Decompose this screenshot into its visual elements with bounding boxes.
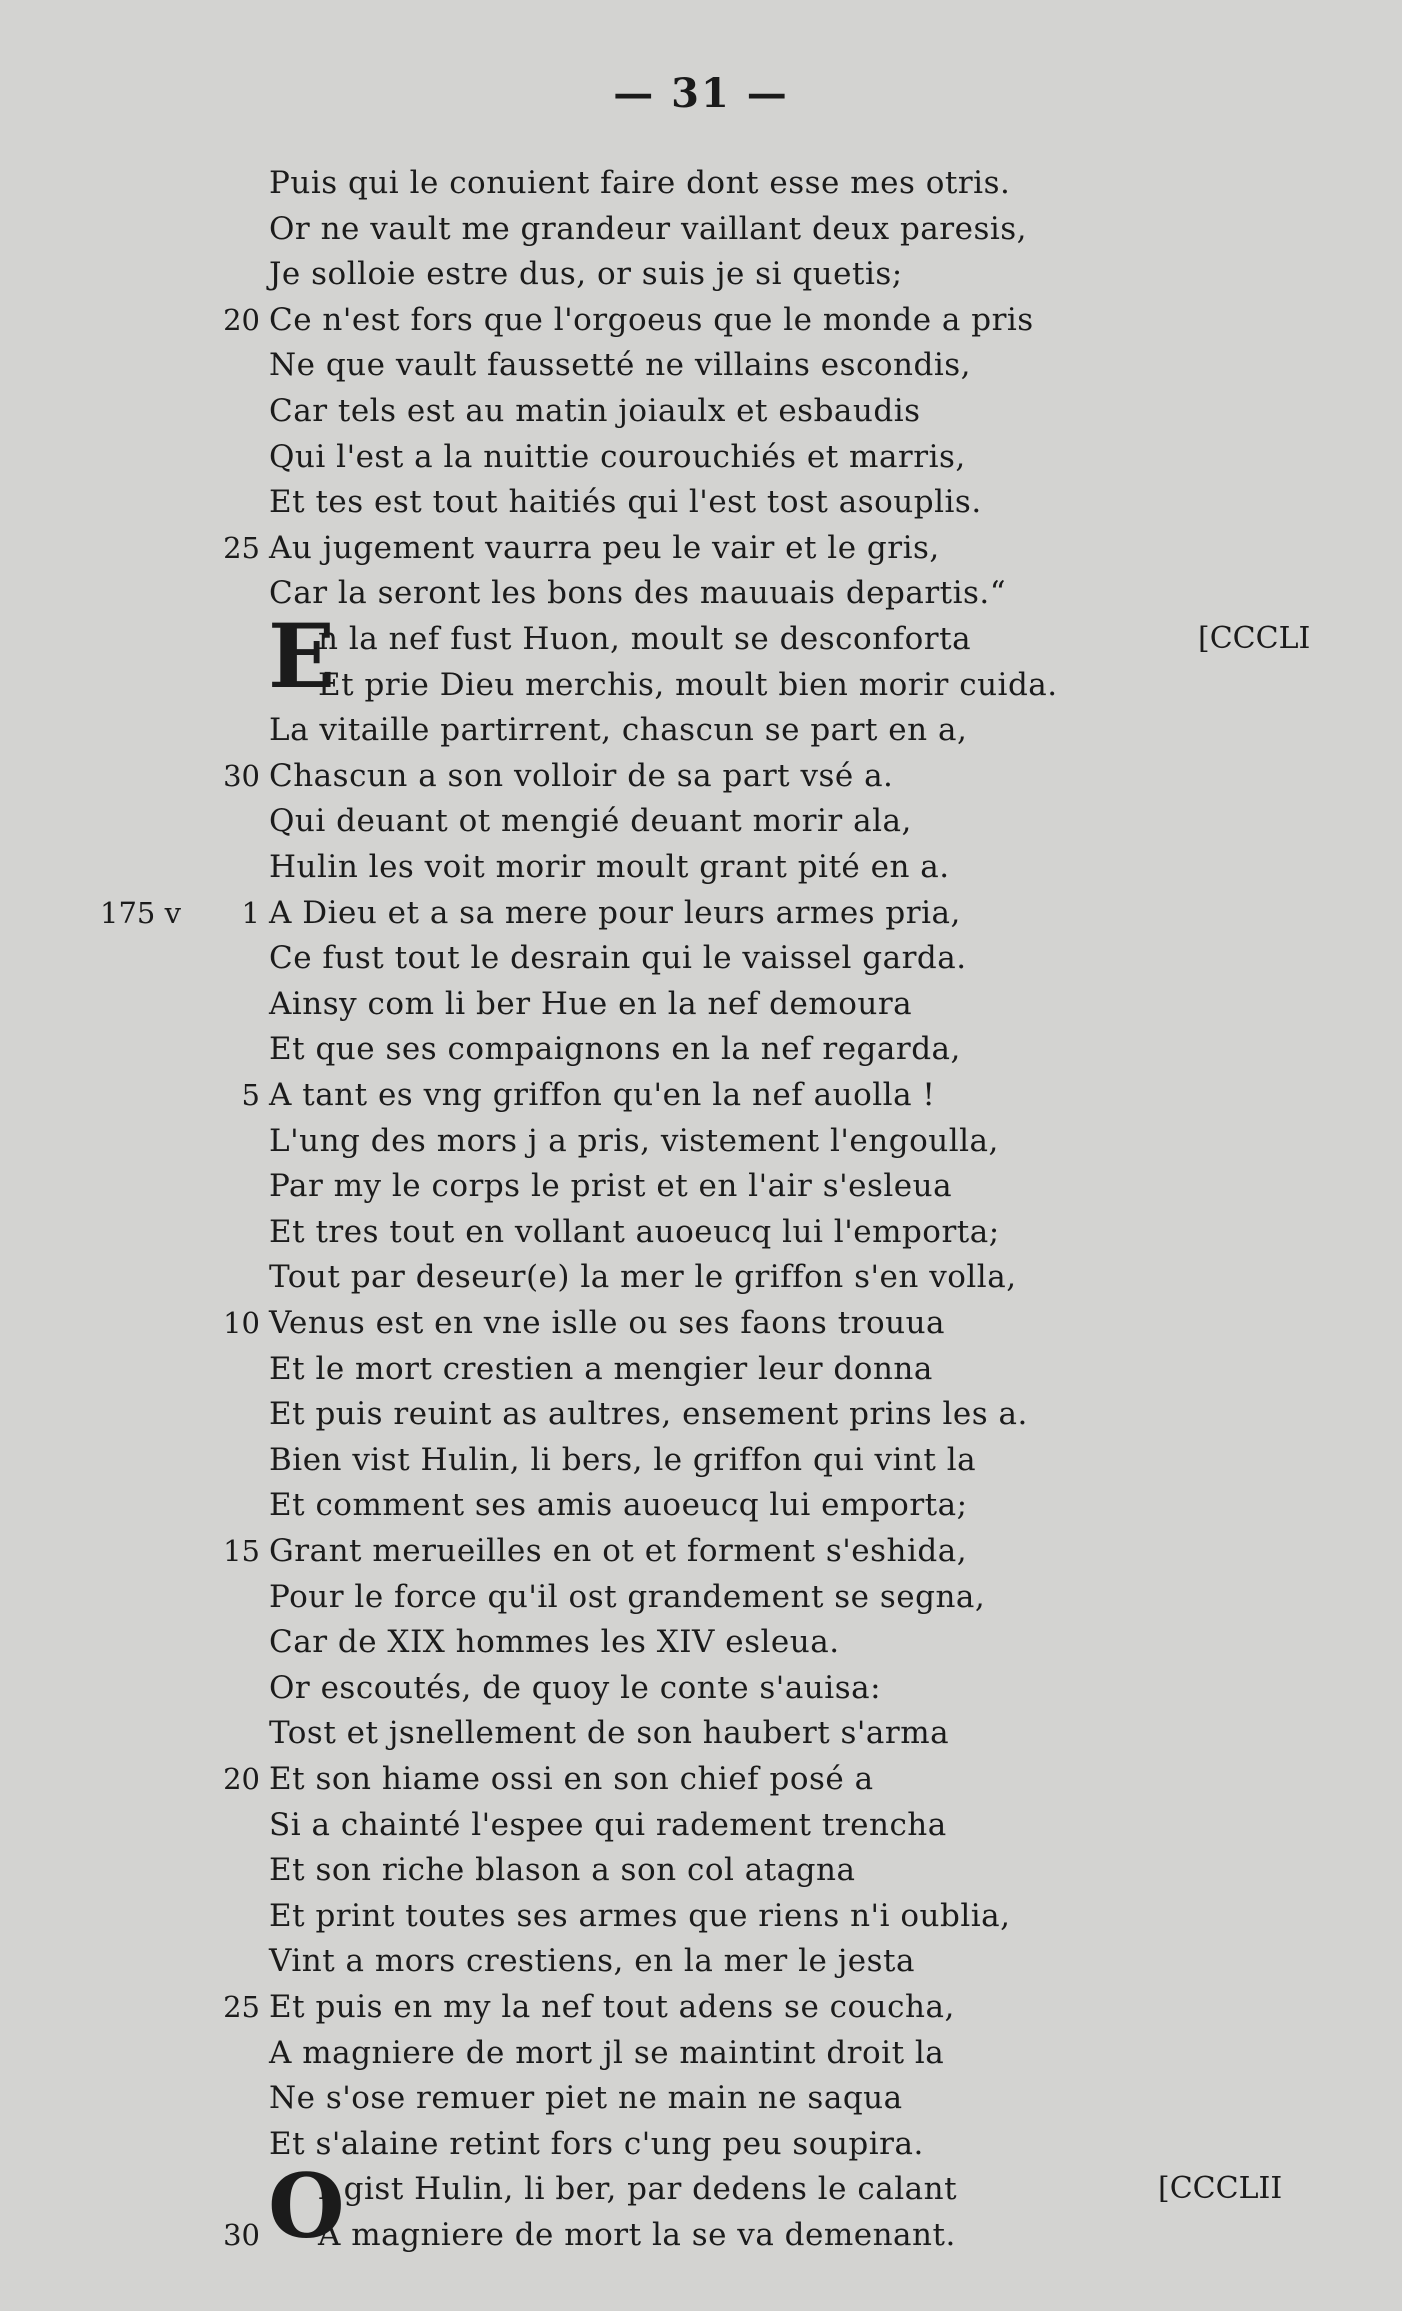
verse-text: Je solloie estre dus, or suis je si quetis; — [269, 256, 903, 293]
verse-text: A tant es vng griffon qu'en la nef auolla ! — [269, 1077, 936, 1113]
verse-line — [0, 1346, 1402, 1392]
verse-line — [0, 1437, 1402, 1483]
verse-text: La vitaille partirrent, chascun se part en a, — [269, 712, 968, 749]
verse-line — [0, 890, 1402, 936]
verse-text: Par my le corps le prist et en l'air s'esleua — [269, 1168, 953, 1205]
line-number: 5 — [241, 1078, 260, 1112]
verse-line — [0, 1528, 1402, 1574]
verse-text: Tout par deseur(e) la mer le griffon s'en volla, — [269, 1259, 1017, 1296]
verse-text: Et print toutes ses armes que riens n'i oublia, — [269, 1897, 1011, 1934]
verse-text: Et s'alaine retint fors c'ung peu soupira. — [269, 2125, 924, 2162]
line-number: 30 — [223, 2218, 260, 2252]
verse-text: L'ung des mors j a pris, vistement l'engoulla, — [269, 1122, 999, 1159]
verse-text: Vint a mors crestiens, en la mer le jesta — [269, 1943, 915, 1980]
verse-text: Tost et jsnellement de son haubert s'arma — [269, 1715, 950, 1752]
line-number: 10 — [223, 1306, 260, 1340]
verse-text: Et puis en my la nef tout adens se coucha, — [269, 1989, 955, 2025]
verse-line — [0, 1756, 1402, 1802]
verse-text: Venus est en vne islle ou ses faons trouua — [269, 1305, 946, 1341]
verse-line — [0, 981, 1402, 1027]
verse-line — [0, 297, 1402, 343]
verse-line — [0, 1163, 1402, 1209]
verse-line — [0, 1665, 1402, 1711]
verse-text: Et que ses compaignons en la nef regarda, — [269, 1031, 961, 1068]
verse-line — [0, 1072, 1402, 1118]
folio-marker: 175 v — [100, 895, 181, 930]
verse-line — [0, 251, 1402, 297]
verse-text: Ainsy com li ber Hue en la nef demoura — [269, 985, 913, 1022]
verse-line — [0, 1574, 1402, 1620]
verse-line — [0, 2212, 1402, 2258]
verse-line — [0, 2121, 1402, 2167]
line-number: 15 — [223, 1534, 260, 1568]
verse-line — [0, 2030, 1402, 2076]
verse-text: Ne que vault faussetté ne villains escondis, — [269, 347, 972, 384]
verse-text: Grant merueilles en ot et forment s'eshida, — [269, 1533, 968, 1569]
verse-text: Pour le force qu'il ost grandement se segna, — [269, 1578, 986, 1615]
verse-line — [0, 1391, 1402, 1437]
laisse-marker-1: [CCCLI — [1198, 621, 1311, 656]
line-number: 20 — [223, 1762, 260, 1796]
verse-text: Ce fust tout le desrain qui le vaissel garda. — [269, 940, 967, 977]
verse-line — [0, 662, 1402, 708]
verse-line — [0, 1209, 1402, 1255]
line-number: 30 — [223, 758, 260, 793]
verse-line — [0, 935, 1402, 981]
verse-line — [0, 342, 1402, 388]
verse-text: Et comment ses amis auoeucq lui emporta; — [269, 1487, 968, 1524]
verse-line — [0, 525, 1402, 571]
verse-line — [0, 160, 1402, 206]
page-number: — 31 — — [613, 70, 789, 117]
verse-line — [0, 1847, 1402, 1893]
verse-line — [0, 844, 1402, 890]
verse-text: Or escoutés, de quoy le conte s'auisa: — [269, 1669, 882, 1706]
verse-text: A magniere de mort la se va demenant. — [318, 2217, 956, 2253]
verse-line — [0, 434, 1402, 480]
verse-line — [0, 1984, 1402, 2030]
verse-text: Si a chainté l'espee qui radement trencha — [269, 1806, 947, 1843]
verse-line — [0, 570, 1402, 616]
verse-text: Et son hiame ossi en son chief posé a — [269, 1761, 874, 1797]
drop-initial-e: E — [268, 604, 336, 708]
line-number: 25 — [223, 530, 260, 565]
verse-text: Puis qui le conuient faire dont esse mes otris. — [269, 165, 1011, 201]
verse-text: Et son riche blason a son col atagna — [269, 1852, 856, 1889]
verse-line — [0, 707, 1402, 753]
verse-line — [0, 616, 1402, 662]
verse-line — [0, 1938, 1402, 1984]
verse-line — [0, 1254, 1402, 1300]
verse-text: Hulin les voit morir moult grant pité en a. — [269, 849, 950, 885]
verse-text: Bien vist Hulin, li bers, le griffon qui vint la — [269, 1441, 977, 1478]
verse-text: n la nef fust Huon, moult se desconforta — [318, 621, 972, 657]
verse-text: Car tels est au matin joiaulx et esbaudis — [269, 393, 921, 429]
verse-line — [0, 479, 1402, 525]
verse-text: Et le mort crestien a mengier leur donna — [269, 1350, 933, 1387]
verse-text: Et tes est tout haitiés qui l'est tost asouplis. — [269, 484, 982, 521]
verse-text: Car de XIX hommes les XIV esleua. — [269, 1624, 840, 1661]
verse-line — [0, 1802, 1402, 1848]
verse-text: Or ne vault me grandeur vaillant deux paresis, — [269, 210, 1028, 247]
verse-text: Au jugement vaurra peu le vair et le gris, — [269, 529, 940, 566]
verse-line — [0, 388, 1402, 434]
verse-line — [0, 753, 1402, 799]
verse-line — [0, 206, 1402, 252]
verse-text: A Dieu et a sa mere pour leurs armes pria, — [269, 894, 961, 931]
line-number: 20 — [223, 302, 260, 337]
verse-text: Qui deuant ot mengié deuant morir ala, — [269, 803, 912, 840]
verse-line — [0, 1300, 1402, 1346]
line-number: 1 — [241, 895, 260, 930]
verse-text: Qui l'est a la nuittie courouchiés et marris, — [269, 438, 966, 475]
line-number: 25 — [223, 1990, 260, 2024]
drop-initial-o: O — [268, 2154, 345, 2259]
laisse-marker-2: [CCCLII — [1158, 2171, 1283, 2207]
verse-text: Et tres tout en vollant auoeucq lui l'emporta; — [269, 1213, 1000, 1250]
verse-line — [0, 2075, 1402, 2121]
verse-line — [0, 1710, 1402, 1756]
verse-line — [0, 1893, 1402, 1939]
verse-line — [0, 1118, 1402, 1164]
verse-line — [0, 1026, 1402, 1072]
verse-line — [0, 1482, 1402, 1528]
verse-text: Chascun a son volloir de sa part vsé a. — [269, 757, 894, 794]
verse-text: A magniere de mort jl se maintint droit la — [269, 2034, 945, 2071]
verse-line — [0, 798, 1402, 844]
verse-text: r gist Hulin, li ber, par dedens le calant — [318, 2171, 958, 2208]
verse-line — [0, 1619, 1402, 1665]
verse-text: Et puis reuint as aultres, ensement prins les a. — [269, 1396, 1028, 1433]
verse-text: Car la seront les bons des mauuais departis.“ — [269, 575, 1007, 612]
verse-text: Et prie Dieu merchis, moult bien morir cuida. — [318, 666, 1058, 703]
verse-text: Ne s'ose remuer piet ne main ne saqua — [269, 2080, 903, 2117]
verse-text: Ce n'est fors que l'orgoeus que le monde a pris — [269, 301, 1034, 338]
